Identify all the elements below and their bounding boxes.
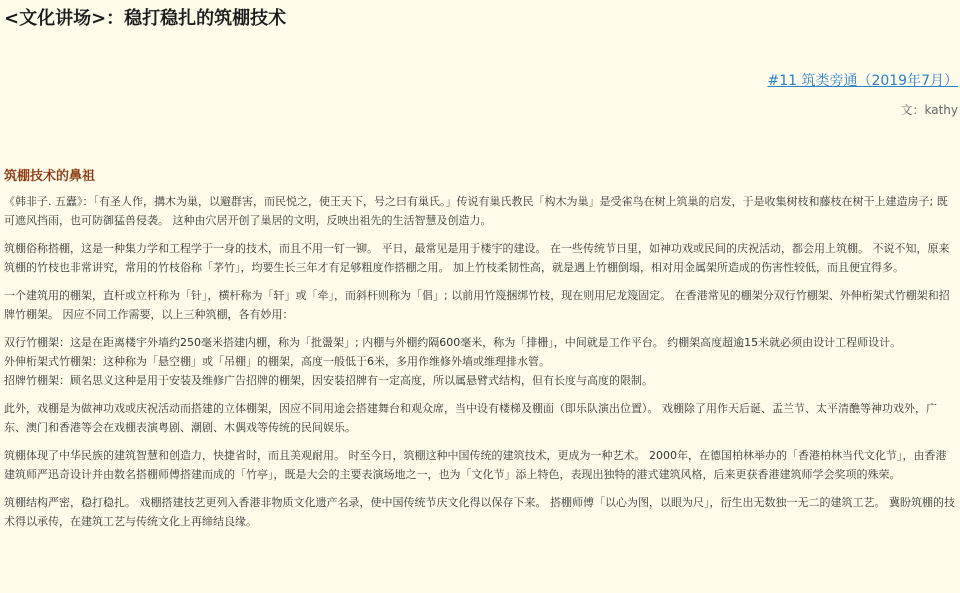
article-body — [4, 192, 956, 540]
paragraph-heritage: 筑棚结构严密，稳打稳扎。 戏棚搭建技艺更列入香港非物质文化遗产名录，使中国传统节庆文化得以保存下来。 搭棚师傅「以心为图，以眼为尺」，衍生出无数独一无二的建筑工艺。 冀盼筑棚的技术得以承传，在建筑工艺与传统文化上再缔结良缘。 — [4, 496, 955, 528]
scaffold-type-signboard: 招牌竹棚架：顾名思义这种是用于安装及维修广告招牌的棚架，因安装招牌有一定高度，所以属悬臂式结构，但有长度与高度的限制。 — [4, 374, 653, 387]
paragraph-bamboo: 筑棚俗称搭棚，这是一种集力学和工程学于一身的技术，而且不用一钉一铆。 平日，最常见是用于楼宇的建设。 在一些传统节日里，如神功戏或民间的庆祝活动，都会用上筑棚。 不说不知，原来筑棚的竹枝也非常讲究，常用的竹枝俗称「茅竹」，均要生长三年才有足够粗度作搭棚之用。 加上竹枝柔韧性高，就是遇上竹棚倒塌，相对用金属架所造成的伤害性较低，而且便宜得多。 — [4, 242, 950, 274]
paragraph-structure: 一个建筑用的棚架，直杆或立杆称为「针」，横杆称为「轩」或「牵」，而斜杆则称为「倡」; 以前用竹篾捆绑竹枝，现在则用尼龙篾固定。 在香港常见的棚架分双行竹棚架、外伸桁架式竹棚架和招牌竹棚架。 因应不同工作需要，以上三种筑棚，各有妙用： — [4, 289, 950, 321]
paragraph-architecture-art: 筑棚体现了中华民族的建筑智慧和创造力，快捷省时，而且美观耐用。 时至今日，筑棚这种中国传统的建筑技术，更成为一种艺术。 2000年，在德国柏林举办的「香港柏林当代文化节」，由香港建筑师严迅奇设计并由数名搭棚师傅搭建而成的「竹亭」，既是大会的主要表演场地之一，也为「文化节」添上特色，表现出独特的港式建筑风格，后来更获香港建筑师学会奖项的殊荣。 — [4, 449, 947, 481]
author-credit: 文：kathy — [900, 103, 958, 117]
paragraph-opera-shed: 此外，戏棚是为做神功戏或庆祝活动而搭建的立体棚架，因应不同用途会搭建舞台和观众席，当中设有楼梯及棚面（即乐队演出位置）。 戏棚除了用作天后诞、盂兰节、太平清醮等神功戏外，广东、澳门和香港等会在戏棚表演粤剧、潮剧、木偶戏等传统的民间娱乐。 — [4, 402, 937, 434]
issue-link[interactable]: #11 筑类旁通（2019年7月） — [767, 73, 958, 89]
scaffold-type-double: 双行竹棚架：这是在距离楼宇外墙约250毫米搭建内棚，称为「批盪架」; 内棚与外棚约隔600毫米，称为「排栅」，中间就是工作平台。 约棚架高度超逾15米就必须由设计工程师设计。 — [4, 336, 902, 349]
page-title: <文化讲场>：稳打稳扎的筑棚技术 — [4, 8, 287, 29]
paragraph-scaffold-types — [4, 333, 956, 390]
scaffold-type-truss: 外伸桁架式竹棚架：这种称为「悬空棚」或「吊棚」的棚架，高度一般低于6米，多用作维修外墙或维理排水管。 — [4, 355, 550, 368]
paragraph-origin: 《韩非子. 五蠹》：「有圣人作，搆木为巢，以避群害，而民悦之，使王天下，号之曰有巢氏。」传说有巢氏教民「构木为巢」是受雀鸟在树上筑巢的启发，于是收集树枝和藤枝在树干上建造房子; 既可遮风挡雨，也可防御猛兽侵袭。 这种由穴居开创了巢居的文明，反映出祖先的生活智慧及创造力。 — [4, 195, 948, 227]
section-heading: 筑棚技术的鼻祖 — [4, 169, 96, 184]
